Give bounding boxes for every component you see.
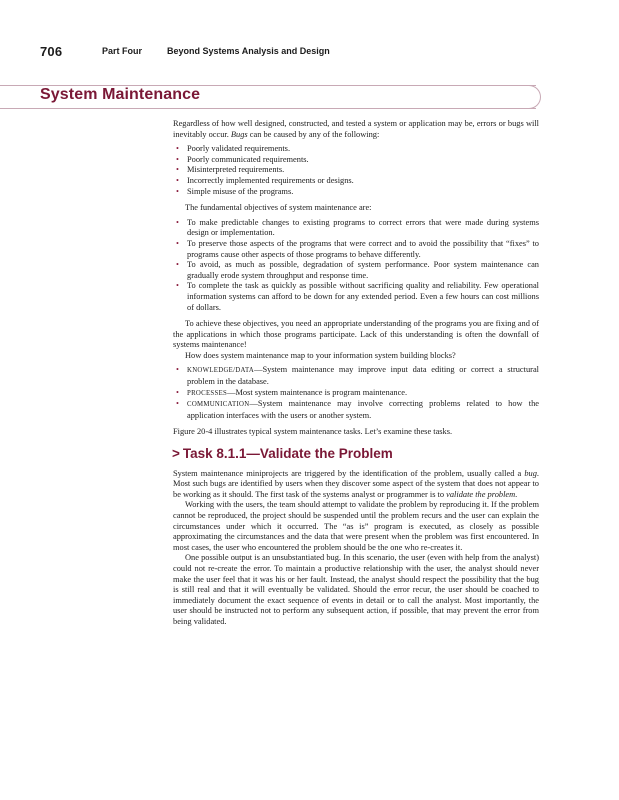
objectives-intro: The fundamental objectives of system maintenance are: bbox=[185, 203, 372, 213]
section-rule-bracket bbox=[528, 85, 541, 109]
list-item: • Misinterpreted requirements. bbox=[173, 165, 539, 176]
book-title: Beyond Systems Analysis and Design bbox=[167, 46, 330, 56]
main-text-column bbox=[173, 119, 539, 628]
task-heading bbox=[172, 446, 539, 462]
list-item: • To avoid, as much as possible, degradation of system performance. Poor system maintenance can gradually erode system throughput and response time. bbox=[173, 260, 539, 281]
list-item: • Poorly validated requirements. bbox=[173, 144, 539, 155]
term-validate-the-problem: validate the problem bbox=[446, 489, 516, 499]
task-heading-text: Task 8.1.1—Validate the Problem bbox=[182, 446, 393, 462]
list-item: • Incorrectly implemented requirements or designs. bbox=[173, 176, 539, 187]
task-paragraph-1: System maintenance miniprojects are triggered by the identification of the problem, usually called a bug. Most such bugs are identified by users when they discover some aspect of the system that does not appear to be working as it should. The first task of the systems analyst or programmer is to validate the problem. bbox=[173, 468, 539, 499]
section-heading: System Maintenance bbox=[40, 86, 201, 103]
term-communication: COMMUNICATION bbox=[187, 401, 250, 409]
term-knowledge-data: KNOWLEDGE/DATA bbox=[187, 367, 255, 375]
part-label: Part Four bbox=[102, 46, 143, 56]
objectives-list bbox=[173, 218, 539, 313]
list-item: • Simple misuse of the programs. bbox=[173, 187, 539, 198]
intro-text-end: can be caused by any of the following: bbox=[247, 129, 380, 139]
term-bugs: Bugs bbox=[230, 129, 248, 139]
chevron-right-icon: > bbox=[172, 446, 180, 462]
list-item: • To preserve those aspects of the programs that were correct and to avoid the possibility that “fixes” to programs cause other aspects of those programs to behave differently. bbox=[173, 239, 539, 260]
term-processes: PROCESSES bbox=[187, 389, 228, 397]
task-paragraph-3: One possible output is an unsubstantiated bug. In this scenario, the user (even with help from the analyst) could not re-create the error. To maintain a productive relationship with the user, the analyst should never make the user feel that it was his or her fault. Instead, the analyst should respect the possibility that the bug is still real and that it will eventually be validated. Should the error recur, the user should be coached to immediately document the exact sequence of events in detail or to call the analyst. Most importantly, the user should be instructed not to perform any subsequent action, if possible, that may prevent the error from being validated. bbox=[173, 553, 539, 626]
intro-paragraph bbox=[173, 119, 539, 140]
list-item: • PROCESSES—Most system maintenance is program maintenance. bbox=[173, 388, 539, 400]
running-header bbox=[0, 44, 619, 60]
task-paragraph-2: Working with the users, the team should attempt to validate the problem by reproducing it. If the problem cannot be reproduced, the project should be suspended until the problem recurs and the user can explain the circumstances under which it occurred. The “as is” program is executed, as closely as possible approximating the circumstances and the data that were present when the problem was first encountered. In most cases, the user who encountered the problem should be the one who re-creates it. bbox=[173, 500, 539, 552]
figure-reference: Figure 20-4 illustrates typical system maintenance tasks. Let’s examine these tasks. bbox=[173, 427, 453, 437]
bug-causes-list bbox=[173, 144, 539, 197]
achieve-paragraph: To achieve these objectives, you need an appropriate understanding of the programs you are fixing and of the applications in which those programs participate. Lack of this understanding is often the downfall of systems maintenance! bbox=[173, 319, 539, 350]
section-rule-bottom bbox=[0, 108, 536, 109]
list-item: • To complete the task as quickly as possible without sacrificing quality and reliability. Few operational information systems can afford to be down for any extended period. Even a few hours can cost millions of dollars. bbox=[173, 281, 539, 313]
list-item: • COMMUNICATION—System maintenance may involve correcting problems related to how the application interfaces with the users or another system. bbox=[173, 399, 539, 421]
building-blocks-list bbox=[173, 365, 539, 421]
list-item: • KNOWLEDGE/DATA—System maintenance may improve input data editing or correct a structural problem in the database. bbox=[173, 365, 539, 387]
page-number: 706 bbox=[40, 44, 63, 59]
intro-text: Regardless of how well designed, constructed, and tested a system or application may be, errors or bugs will inevitably occur. bbox=[173, 119, 539, 139]
map-question: How does system maintenance map to your information system building blocks? bbox=[185, 350, 456, 360]
term-bug: bug bbox=[524, 468, 537, 478]
list-item: • Poorly communicated requirements. bbox=[173, 155, 539, 166]
list-item: • To make predictable changes to existing programs to correct errors that were made during systems design or implementation. bbox=[173, 218, 539, 239]
